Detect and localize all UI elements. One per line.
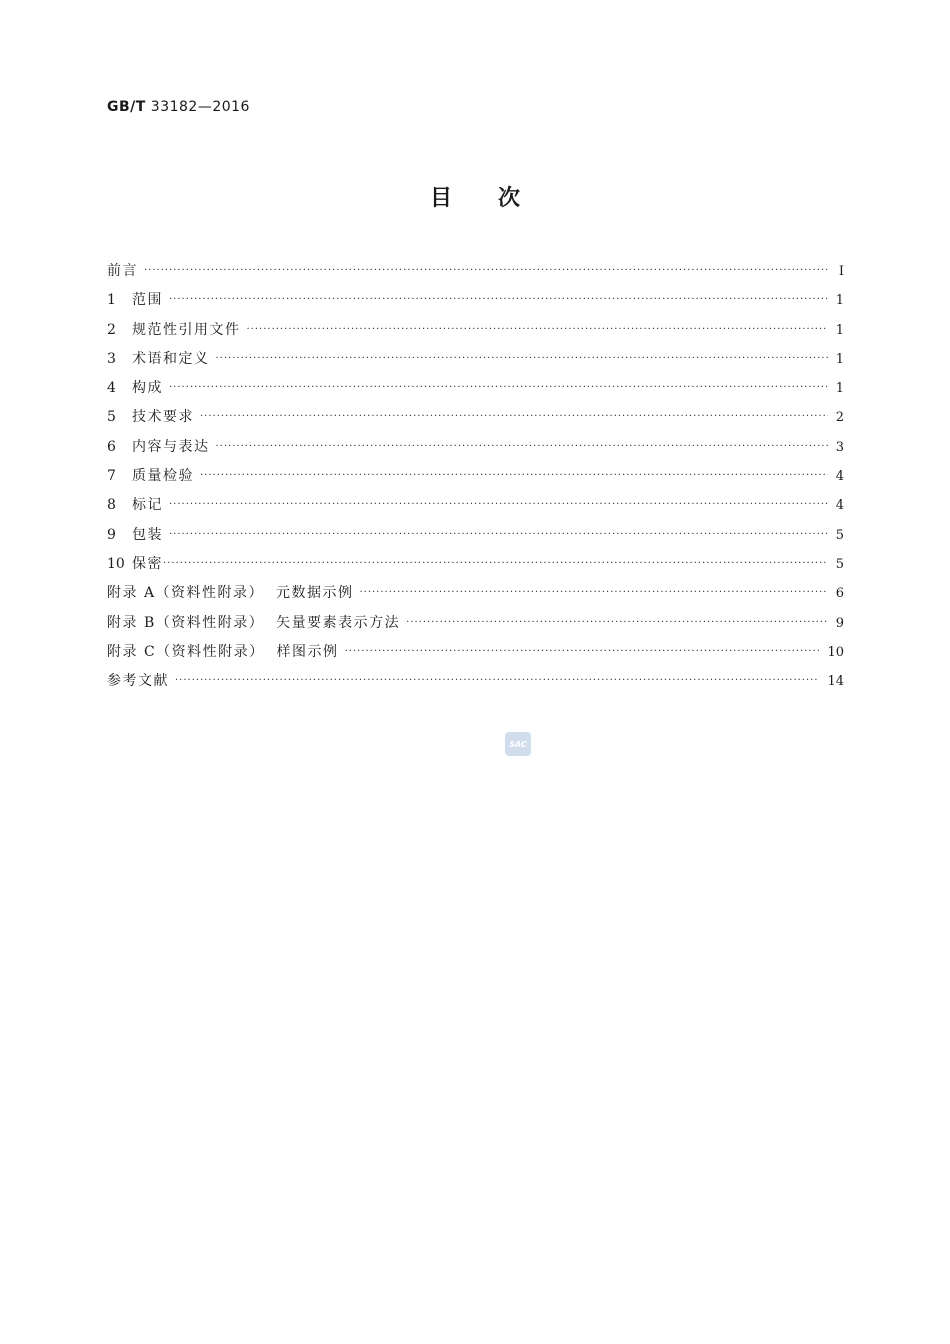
toc-label: 内容与表达 bbox=[132, 438, 210, 455]
standard-number bbox=[107, 99, 250, 115]
title-char-1: 目 bbox=[429, 186, 452, 211]
toc-page-number: Ⅰ bbox=[838, 264, 844, 279]
toc-entry-annex-c[interactable] bbox=[107, 642, 844, 671]
toc-entry-quality-inspection[interactable] bbox=[107, 466, 844, 495]
toc-page-number: 14 bbox=[827, 674, 844, 690]
toc-page-number: 4 bbox=[835, 469, 844, 485]
toc-dot-leader bbox=[169, 290, 828, 310]
toc-page-number: 10 bbox=[827, 644, 844, 660]
toc-dot-leader bbox=[345, 642, 820, 662]
toc-entry-packaging[interactable] bbox=[107, 525, 844, 554]
standard-prefix: GB/T bbox=[107, 99, 146, 115]
toc-entry-marking[interactable] bbox=[107, 495, 844, 524]
toc-label: 前言 bbox=[107, 263, 138, 279]
toc-dot-leader bbox=[169, 378, 828, 398]
toc-dot-leader bbox=[175, 671, 819, 691]
toc-dot-leader bbox=[216, 437, 828, 457]
toc-entry-scope[interactable] bbox=[107, 290, 844, 319]
toc-page-number: 1 bbox=[835, 322, 844, 338]
toc-page-number: 4 bbox=[835, 498, 844, 514]
toc-entry-annex-a[interactable] bbox=[107, 583, 844, 612]
toc-dot-leader bbox=[144, 261, 828, 281]
toc-entry-foreword[interactable] bbox=[107, 261, 844, 290]
toc-section-number: 6 bbox=[107, 438, 116, 455]
toc-page-number: 6 bbox=[835, 586, 844, 602]
toc-label: 范围 bbox=[132, 292, 163, 309]
toc-page-number: 1 bbox=[835, 381, 844, 397]
toc-section-number: 5 bbox=[107, 409, 116, 426]
toc-section-number: 8 bbox=[107, 497, 116, 514]
toc-dot-leader bbox=[247, 320, 828, 340]
watermark-text: SAC bbox=[509, 739, 527, 749]
toc-dot-leader bbox=[359, 583, 827, 603]
toc-label: 参考文献 bbox=[107, 673, 169, 690]
toc-label: 标记 bbox=[132, 497, 163, 514]
toc-entry-composition[interactable] bbox=[107, 378, 844, 407]
toc-section-number: 7 bbox=[107, 468, 116, 485]
sac-logo-icon bbox=[505, 732, 531, 756]
toc-section-number: 1 bbox=[107, 292, 116, 309]
toc-page-number: 2 bbox=[835, 410, 844, 426]
toc-dot-leader bbox=[169, 495, 828, 515]
toc-section-number: 2 bbox=[107, 321, 116, 338]
toc-section-number: 10 bbox=[107, 555, 125, 572]
toc-section-number: 9 bbox=[107, 526, 116, 543]
toc-entry-content-expression[interactable] bbox=[107, 437, 844, 466]
toc-dot-leader bbox=[406, 613, 828, 633]
toc-label: 规范性引用文件 bbox=[132, 321, 241, 338]
toc-entry-normative-references[interactable] bbox=[107, 320, 844, 349]
toc-label: 附录 C（资料性附录） 样图示例 bbox=[107, 643, 339, 660]
standard-code: 33182—2016 bbox=[150, 99, 250, 115]
toc-page-number: 5 bbox=[835, 556, 844, 572]
toc-section-number: 3 bbox=[107, 350, 116, 367]
table-of-contents bbox=[107, 261, 844, 700]
toc-dot-leader bbox=[200, 466, 828, 486]
toc-label: 附录 A（资料性附录） 元数据示例 bbox=[107, 585, 354, 602]
toc-entry-terms-definitions[interactable] bbox=[107, 349, 844, 378]
toc-dot-leader bbox=[216, 349, 828, 369]
page-title bbox=[0, 181, 950, 212]
toc-label: 构成 bbox=[132, 380, 163, 397]
toc-entry-bibliography[interactable] bbox=[107, 671, 844, 700]
toc-page-number: 9 bbox=[835, 615, 844, 631]
toc-label: 质量检验 bbox=[132, 468, 194, 485]
toc-entry-technical-requirements[interactable] bbox=[107, 407, 844, 436]
toc-page-number: 3 bbox=[835, 439, 844, 455]
toc-dot-leader bbox=[163, 554, 828, 574]
toc-section-number: 4 bbox=[107, 380, 116, 397]
toc-page-number: 1 bbox=[835, 293, 844, 309]
toc-label: 技术要求 bbox=[132, 409, 194, 426]
toc-label: 保密 bbox=[132, 555, 163, 572]
toc-page-number: 5 bbox=[835, 527, 844, 543]
toc-dot-leader bbox=[200, 407, 828, 427]
toc-page-number: 1 bbox=[835, 351, 844, 367]
title-char-2: 次 bbox=[498, 186, 521, 211]
toc-entry-confidentiality[interactable] bbox=[107, 554, 844, 583]
toc-label: 术语和定义 bbox=[132, 350, 210, 367]
toc-label: 包装 bbox=[132, 526, 163, 543]
toc-dot-leader bbox=[169, 525, 828, 545]
toc-entry-annex-b[interactable] bbox=[107, 613, 844, 642]
toc-label: 附录 B（资料性附录） 矢量要素表示方法 bbox=[107, 614, 401, 631]
